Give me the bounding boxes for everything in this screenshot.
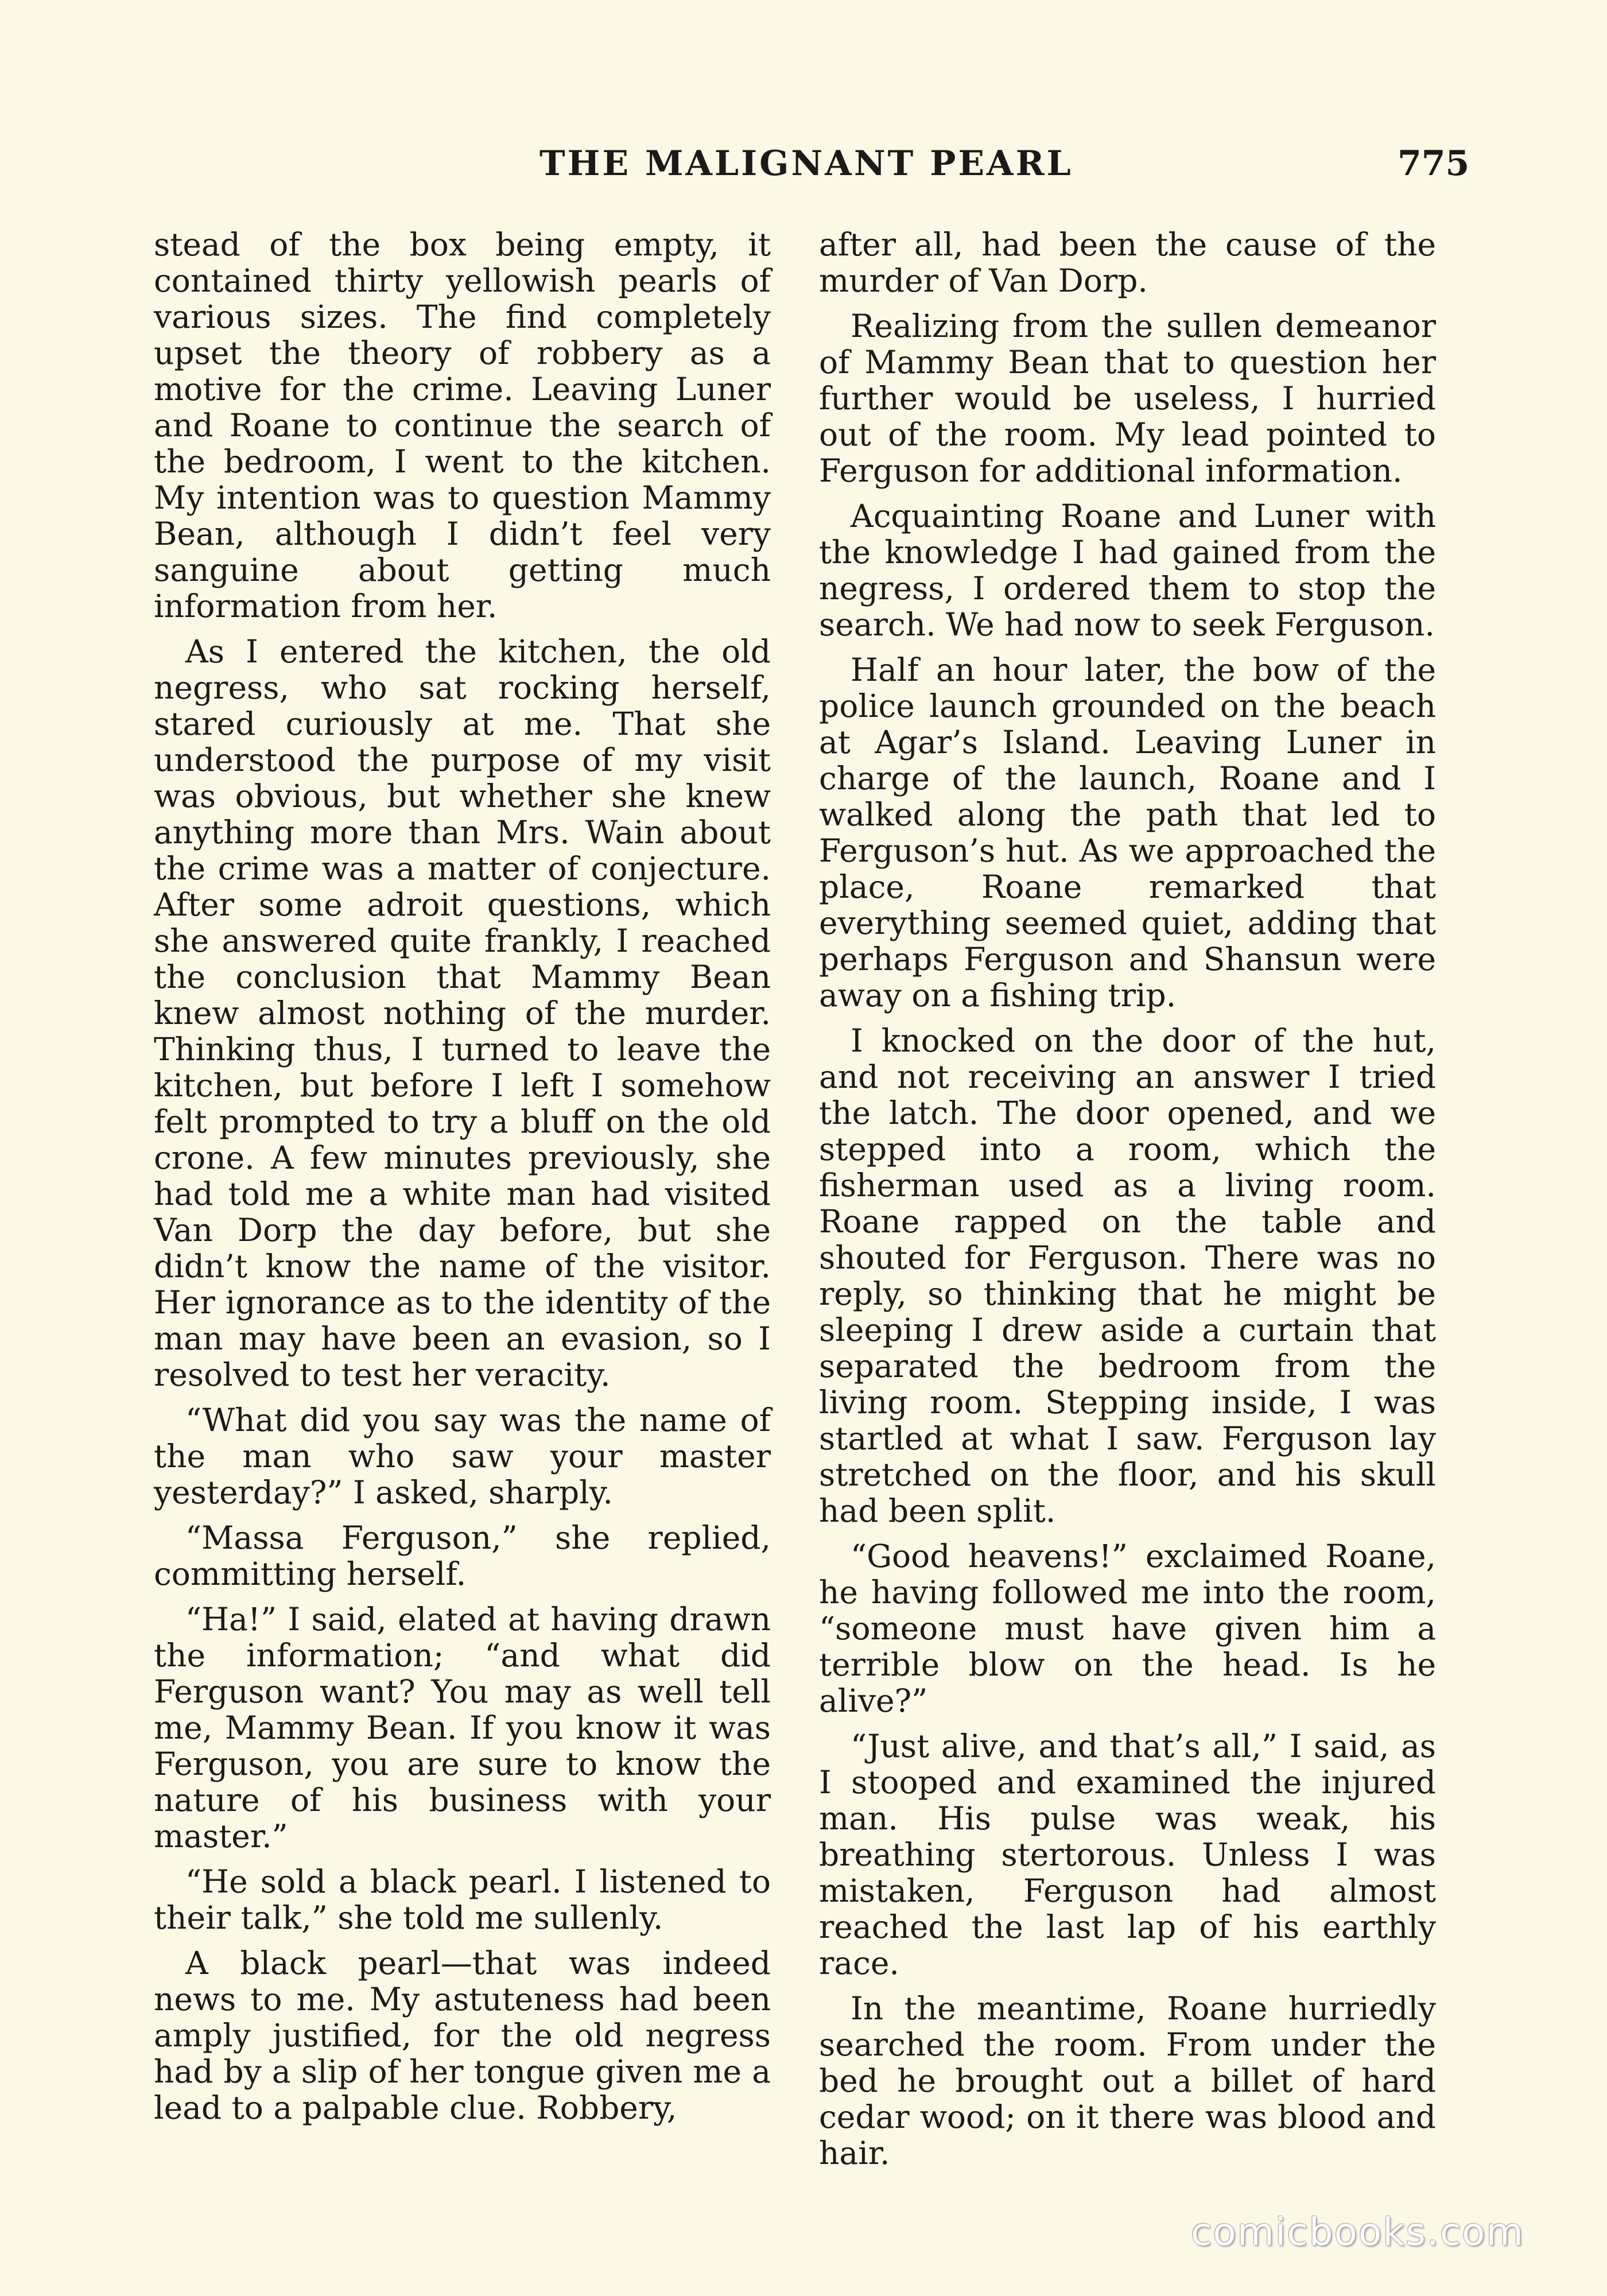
paragraph: after all, had been the cause of the murder of Van Dorp. [819,226,1436,299]
paragraph: “Ha!” I said, elated at having drawn the information; “and what did Ferguson want? You may as well tell me, Mammy Bean. If you know it was Ferguson, you are sure to know the nature of his business with your master.” [154,1601,771,1855]
paragraph: stead of the box being empty, it contained thirty yellowish pearls of various sizes. The find completely upset the theory of robbery as a motive for the crime. Leaving Luner and Roane to continue the search of the bedroom, I went to the kitchen. My intention was to question Mammy Bean, although I didn’t feel very sanguine about getting much information from her. [154,226,771,625]
left-column [154,227,771,2135]
paragraph: In the meantime, Roane hurriedly searched the room. From under the bed he brought out a billet of hard cedar wood; on it there was blood and hair. [819,1990,1436,2171]
paragraph: Half an hour later, the bow of the police launch grounded on the beach at Agar’s Island. Leaving Luner in charge of the launch, Roane and I walked along the path that led to Ferguson’s hut. As we approached the place, Roane remarked that everything seemed quiet, adding that perhaps Ferguson and Shansun were away on a fishing trip. [819,651,1436,1014]
right-column [819,227,1436,2181]
watermark: comicbooks.com [1191,2210,1524,2254]
page-header [0,0,1607,230]
paragraph: “What did you say was the name of the man who saw your master yesterday?” I asked, sharply. [154,1402,771,1511]
paragraph: A black pearl—that was indeed news to me. My astuteness had been amply justified, for the old negress had by a slip of her tongue given me a lead to a palpable clue. Robbery, [154,1945,771,2126]
paragraph: “Good heavens!” exclaimed Roane, he having followed me into the room, “someone must have given him a terrible blow on the head. Is he alive?” [819,1538,1436,1719]
paragraph: Acquainting Roane and Luner with the knowledge I had gained from the negress, I ordered them to stop the search. We had now to seek Ferguson. [819,498,1436,643]
paragraph: I knocked on the door of the hut, and not receiving an answer I tried the latch. The door opened, and we stepped into a room, which the fisherman used as a living room. Roane rapped on the table and shouted for Ferguson. There was no reply, so thinking that he might be sleeping I drew aside a curtain that separated the bedroom from the living room. Stepping inside, I was startled at what I saw. Ferguson lay stretched on the floor, and his skull had been split. [819,1022,1436,1529]
paragraph: “Just alive, and that’s all,” I said, as I stooped and examined the injured man. His pulse was weak, his breathing stertorous. Unless I was mistaken, Ferguson had almost reached the last lap of his earthly race. [819,1728,1436,1981]
paragraph: “He sold a black pearl. I listened to their talk,” she told me sullenly. [154,1863,771,1936]
paragraph: “Massa Ferguson,” she replied, committing herself. [154,1519,771,1592]
paragraph: As I entered the kitchen, the old negress, who sat rocking herself, stared curiously at me. That she understood the purpose of my visit was obvious, but whether she knew anything more than Mrs. Wain about the crime was a matter of conjecture. After some adroit questions, which she answered quite frankly, I reached the conclusion that Mammy Bean knew almost nothing of the murder. Thinking thus, I turned to leave the kitchen, but before I left I somehow felt prompted to try a bluff on the old crone. A few minutes previously, she had told me a white man had visited Van Dorp the day before, but she didn’t know the name of the visitor. Her ignorance as to the identity of the man may have been an evasion, so I resolved to test her veracity. [154,633,771,1393]
page-number: 775 [1398,144,1470,184]
paragraph: Realizing from the sullen demeanor of Mammy Bean that to question her further would be useless, I hurried out of the room. My lead pointed to Ferguson for additional information. [819,308,1436,489]
running-title: THE MALIGNANT PEARL [539,144,1073,184]
